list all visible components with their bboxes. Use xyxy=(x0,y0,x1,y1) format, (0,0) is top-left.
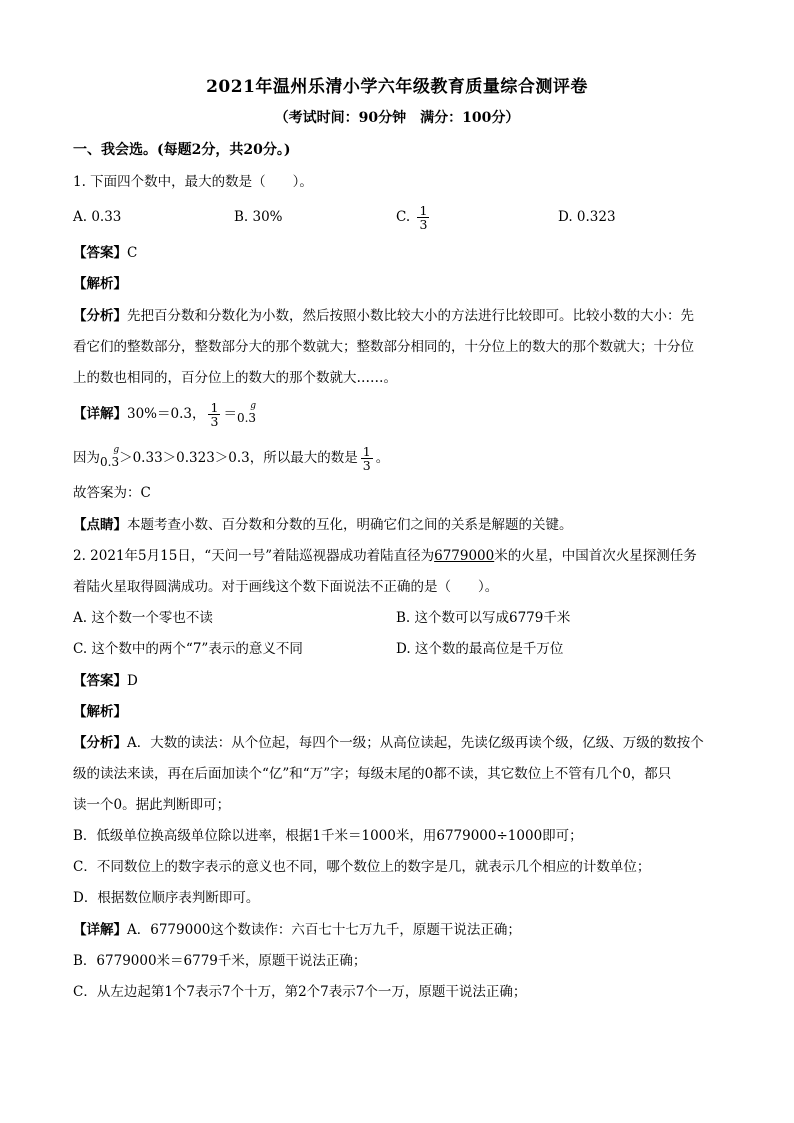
q1-fenxi-line-2: 看它们的整数部分，整数部分大的那个数就大；整数部分相同的，十分位上的数大的那个数就大；十分位 xyxy=(73,339,694,355)
q2-fenxi-c: C．不同数位上的数字表示的意义也不同，哪个数位上的数字是几，就表示几个相应的计数单位； xyxy=(73,859,651,875)
q2-fenxi-b: B．低级单位换高级单位除以进率，根据1千米＝1000米，用6779000÷1000即可； xyxy=(73,828,583,844)
q1-analysis-label: 【解析】 xyxy=(73,276,127,292)
q1-fenxi-line-3: 上的数也相同的，百分位上的数大的那个数就大……。 xyxy=(73,370,397,386)
q1-option-a: A. 0.33 xyxy=(73,209,122,225)
q1-option-d: D. 0.323 xyxy=(558,209,616,225)
q2-answer: 【答案】D xyxy=(73,673,138,689)
q2-option-a: A. 这个数一个零也不读 xyxy=(73,610,213,626)
section-heading: 一、我会选。(每题2分，共20分。) xyxy=(73,142,291,158)
q1-answer: 【答案】C xyxy=(73,245,138,261)
q1-conclusion: 故答案为：C xyxy=(73,485,151,501)
q2-fenxi-line-3: 读一个0。据此判断即可； xyxy=(73,797,231,813)
q1-xiangjie: 【详解】30%＝0.3， $\frac{1}{3}$ ＝0.3 g xyxy=(73,396,256,436)
q2-fenxi-line-2: 级的读法来读，再在后面加读个“亿”和“万”字；每级末尾的0都不读，其它数位上不管有几个0，都只 xyxy=(73,766,672,782)
underlined-number: 6779000 xyxy=(434,548,495,564)
q2-xiangjie-c: C．从左边起第1个7表示7个十万，第2个7表示7个一万，原题干说法正确； xyxy=(73,984,527,1000)
question-1-stem: 1. 下面四个数中，最大的数是（ ）。 xyxy=(73,174,313,190)
question-2-stem-line-1: 2. 2021年5月15日，“天问一号”着陆巡视器成功着陆直径为6779000米的火星，中国首次火星探测任务 xyxy=(73,548,697,564)
question-2-stem-line-2: 着陆火星取得圆满成功。对于画线这个数下面说法不正确的是（ ）。 xyxy=(73,579,499,595)
q1-option-c xyxy=(396,199,432,235)
q2-fenxi-d: D．根据数位顺序表判断即可。 xyxy=(73,890,260,906)
q2-option-c: C. 这个数中的两个“7”表示的意义不同 xyxy=(73,641,303,657)
repeating-decimal: 0.3 g xyxy=(236,401,257,425)
repeating-decimal: 0.3 g xyxy=(100,445,120,469)
q2-xiangjie-b: B．6779000米＝6779千米，原题干说法正确； xyxy=(73,953,367,969)
q2-fenxi-line-1: 【分析】A．大数的读法：从个位起，每四个一级；从高位读起，先读亿级再读个级，亿级、万级的数按个 xyxy=(73,735,704,751)
q1-fenxi-line-1: 【分析】先把百分数和分数化为小数，然后按照小数比较大小的方法进行比较即可。比较小数的大小：先 xyxy=(73,308,694,324)
q1-because: 因为0.3 g ＞0.33＞0.323＞0.3，所以最大的数是 $\frac{1}{3}$ 。 xyxy=(73,440,389,480)
q1-option-b: B. 30% xyxy=(234,209,283,225)
q2-option-b: B. 这个数可以写成6779千米 xyxy=(396,610,571,626)
q1-option-c-label: C. xyxy=(396,209,411,225)
fraction-one-third: $\frac{1}{3}$ xyxy=(419,203,428,232)
q2-xiangjie-a: 【详解】A．6779000这个数读作：六百七十七万九千，原题干说法正确； xyxy=(73,922,521,938)
exam-info: （考试时间：90分钟 满分：100分） xyxy=(274,110,520,126)
q2-option-d: D. 这个数的最高位是千万位 xyxy=(396,641,564,657)
page-title: 2021年温州乐清小学六年级教育质量综合测评卷 xyxy=(206,77,588,97)
q1-dianjing: 【点睛】本题考查小数、百分数和分数的互化，明确它们之间的关系是解题的关键。 xyxy=(73,517,573,533)
fraction-one-third: $\frac{1}{3}$ xyxy=(210,400,219,429)
fraction-one-third: $\frac{1}{3}$ xyxy=(362,444,371,473)
q2-analysis-label: 【解析】 xyxy=(73,704,127,720)
